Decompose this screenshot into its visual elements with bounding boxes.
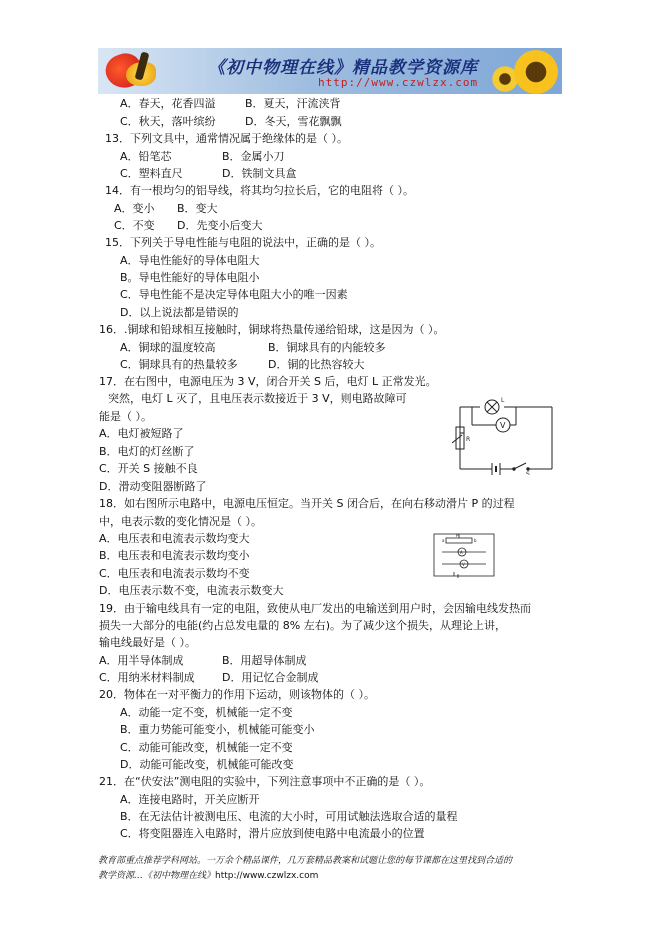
text-line: D．动能可能改变，机械能可能改变 xyxy=(120,758,294,771)
switch-label: S xyxy=(526,471,530,475)
text-line: D．滑动变阻器断路了 xyxy=(99,480,207,493)
sunflower-icon xyxy=(514,50,558,94)
option-text: D．铜的比热容较大 xyxy=(268,358,365,371)
option-text: B．铜球具有的内能较多 xyxy=(268,341,386,354)
text-line: A．变小 xyxy=(114,202,155,215)
banner-url[interactable]: http://www.czwlzx.com xyxy=(318,76,479,89)
text-line: 能是（ ）。 xyxy=(99,410,152,423)
text-line: 20．物体在一对平衡力的作用下运动，则该物体的（ ）。 xyxy=(99,688,375,701)
text-line: 17．在右图中，电源电压为 3 V，闭合开关 S 后，电灯 L 正常发光。 xyxy=(99,375,437,388)
footer-line-1: 教育部重点推荐学科网站。一万余个精品课件，几万套精品教案和试题让您的每节课都在这里找到合适的 xyxy=(98,856,513,866)
option-text: B．夏天，汗流浃背 xyxy=(245,97,341,110)
text-line: C．秋天，落叶缤纷 xyxy=(120,115,216,128)
text-line: A．动能一定不变，机械能一定不变 xyxy=(120,706,293,719)
text-line: 损失一大部分的电能(约占总发电量的 8% 左右)。为了减少这个损失，从理论上讲， xyxy=(99,619,507,632)
option-text: B．金属小刀 xyxy=(222,150,285,163)
option-text: B．变大 xyxy=(177,202,218,215)
text-line: A．铅笔芯 xyxy=(120,150,172,163)
text-line: 输电线最好是（ ）。 xyxy=(99,636,196,649)
text-line: 13．下列文具中，通常情况属于绝缘体的是（ ）。 xyxy=(105,132,348,145)
option-text: D．铁制文具盒 xyxy=(222,167,297,180)
option-text: D．冬天，雪花飘飘 xyxy=(245,115,342,128)
footer-prefix: 教学资源…《初中物理在线》 xyxy=(98,871,216,881)
slider-label: P xyxy=(456,533,459,538)
text-line: D．电压表示数不变，电流表示数变大 xyxy=(99,584,284,597)
footer-url[interactable]: http://www.czwlzx.com xyxy=(215,871,319,881)
option-text: D．先变小后变大 xyxy=(177,219,263,232)
footer-line-2 xyxy=(98,869,568,884)
voltmeter-label: V xyxy=(462,562,465,567)
text-line: C．将变阻器连入电路时，滑片应放到使电路中电流最小的位置 xyxy=(120,827,425,840)
lamp-label: L xyxy=(501,397,505,404)
text-line: C．塑料直尺 xyxy=(120,167,183,180)
text-line: B．电灯的灯丝断了 xyxy=(99,445,195,458)
text-line: C．不变 xyxy=(114,219,155,232)
text-line: B．在无法估计被测电压、电流的大小时，可用试触法选取合适的量程 xyxy=(120,810,458,823)
header-banner xyxy=(98,48,562,94)
ammeter-label: A xyxy=(460,550,463,555)
text-line: C．电压表和电流表示数均不变 xyxy=(99,567,250,580)
text-line: B．重力势能可能变小，机械能可能变小 xyxy=(120,723,315,736)
option-text: B．用超导体制成 xyxy=(222,654,307,667)
end-label-a: a xyxy=(442,538,445,543)
text-line: A．春天，花香四溢 xyxy=(120,97,216,110)
text-line: 突然，电灯 L 灭了，且电压表示数接近于 3 V，则电路故障可 xyxy=(108,392,407,405)
text-line: 15．下列关于导电性能与电阻的说法中，正确的是（ ）。 xyxy=(105,236,381,249)
text-line: 21．在“伏安法”测电阻的实验中，下列注意事项中不正确的是（ ）。 xyxy=(99,775,431,788)
text-line: A．导电性能好的导体电阻大 xyxy=(120,254,260,267)
text-line: A．连接电路时，开关应断开 xyxy=(120,793,260,806)
text-line: A．用半导体制成 xyxy=(99,654,184,667)
text-line: 18．如右图所示电路中，电源电压恒定。当开关 S 闭合后，在向右移动滑片 P 的过程 xyxy=(99,497,515,510)
text-line: 中，电表示数的变化情况是（ ）。 xyxy=(99,515,262,528)
text-line: C．动能可能改变，机械能一定不变 xyxy=(120,741,293,754)
end-label-b: b xyxy=(474,538,477,543)
text-line: C．开关 S 接触不良 xyxy=(99,462,198,475)
text-line: A．电灯被短路了 xyxy=(99,427,184,440)
rheostat-label: R xyxy=(466,436,471,443)
text-line: B．电压表和电流表示数均变小 xyxy=(99,549,250,562)
banner-title: 《初中物理在线》精品教学资源库 xyxy=(208,58,478,78)
text-line: D．以上说法都是错误的 xyxy=(120,306,239,319)
text-line: A．电压表和电流表示数均变大 xyxy=(99,532,250,545)
option-text: D．用记忆合金制成 xyxy=(222,671,319,684)
page-footer xyxy=(98,854,568,884)
text-line: B。导电性能好的导体电阻小 xyxy=(120,271,260,284)
text-line: C．用纳米材料制成 xyxy=(99,671,195,684)
text-line: C．铜球具有的热量较多 xyxy=(120,358,238,371)
voltmeter-label: V xyxy=(500,421,506,430)
circuit-diagram-q18 xyxy=(432,530,496,580)
text-line: 16．.铜球和铅球相互接触时，铜球将热量传递给铅球，这是因为（ ）。 xyxy=(99,323,445,336)
circuit-diagram-q17 xyxy=(452,397,560,475)
text-line: 19．由于输电线具有一定的电阻，致使从电厂发出的电输送到用户时，会因输电线发热而 xyxy=(99,602,531,615)
text-line: C．导电性能不是决定导体电阻大小的唯一因素 xyxy=(120,288,348,301)
text-line: A．铜球的温度较高 xyxy=(120,341,216,354)
text-line: 14．有一根均匀的铝导线，将其均匀拉长后，它的电阻将（ ）。 xyxy=(105,184,414,197)
